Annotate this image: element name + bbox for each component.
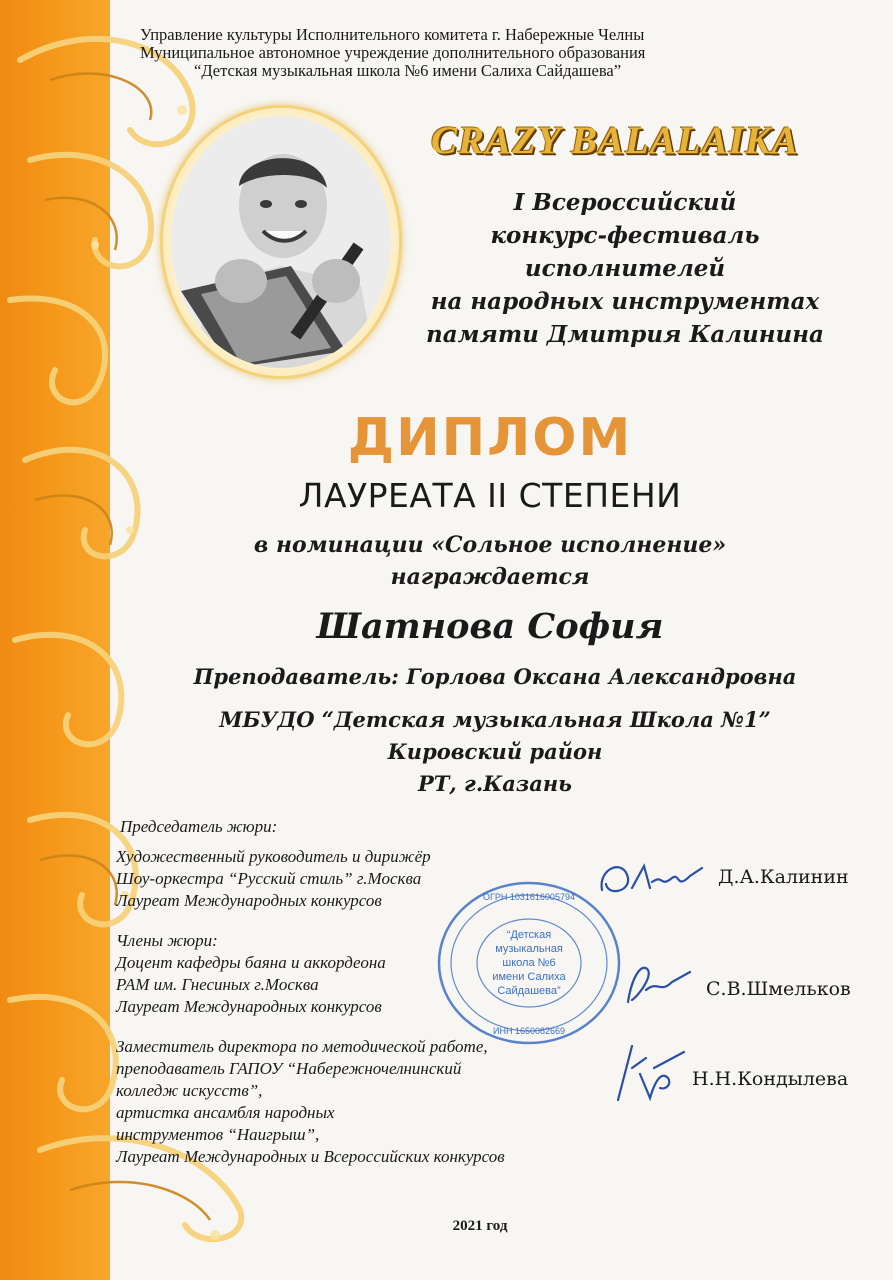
jury-desc-line: Лауреат Международных конкурсов xyxy=(116,891,382,910)
signature-member1 xyxy=(618,956,698,1012)
jury-desc-line: инструментов “Наигрыш”, xyxy=(116,1125,320,1144)
portrait-photo-frame xyxy=(163,108,399,376)
jury-member1-name: С.В.Шмельков xyxy=(706,978,851,1000)
awarded-line: награждается xyxy=(390,564,590,590)
stamp-center-line: школа №6 xyxy=(502,957,556,969)
jury-chair-name: Д.А.Калинин xyxy=(718,866,849,888)
jury-desc-line: преподаватель ГАПОУ “Набережночелнинский xyxy=(116,1059,462,1078)
header-line-3: “Детская музыкальная школа №6 имени Салиха Сайдашева” xyxy=(194,61,622,80)
jury-chair-description xyxy=(116,846,431,912)
school-line: Кировский район xyxy=(387,739,603,764)
jury-member2-name: Н.Н.Кондылева xyxy=(692,1068,849,1090)
jury-desc-line: РАМ им. Гнесиных г.Москва xyxy=(116,975,319,994)
teacher-line: Преподаватель: Горлова Оксана Александровна xyxy=(193,664,797,689)
school-line: РТ, г.Казань xyxy=(417,771,573,796)
signature-member2 xyxy=(610,1038,690,1108)
jury-desc-line: Лауреат Международных конкурсов xyxy=(116,997,382,1016)
school-line: МБУДО “Детская музыкальная Школа №1” xyxy=(219,707,771,732)
jury-desc-line: Заместитель директора по методической работе, xyxy=(116,1037,488,1056)
issuer-header xyxy=(140,26,800,80)
contest-title-line: на народных инструментах xyxy=(430,288,820,315)
header-line-1: Управление культуры Исполнительного комитета г. Набережные Челны xyxy=(140,25,645,44)
stamp-center-line: имени Салиха xyxy=(492,971,566,983)
jury-desc-line: Лауреат Международных и Всероссийских конкурсов xyxy=(116,1147,505,1166)
jury-desc-line: Доцент кафедры баяна и аккордеона xyxy=(116,953,386,972)
diploma-title: ДИПЛОМ xyxy=(347,408,633,468)
jury-member2-description xyxy=(116,1036,505,1168)
jury-desc-line: Художественный руководитель и дирижёр xyxy=(116,847,431,866)
school-info xyxy=(130,704,860,800)
jury-members-label: Члены жюри: xyxy=(116,931,218,950)
laureate-degree: ЛАУРЕАТА II СТЕПЕНИ xyxy=(298,476,682,515)
stamp-center-line: “Детская xyxy=(506,929,552,941)
signature-chair xyxy=(594,848,714,908)
jury-chair-label: Председатель жюри: xyxy=(120,817,278,836)
stamp-center-line: музыкальная xyxy=(495,943,563,955)
portrait-photo xyxy=(171,116,391,368)
nomination-line: в номинации «Сольное исполнение» xyxy=(253,532,727,558)
contest-title-line: исполнителей xyxy=(524,255,726,282)
contest-title-line: I Всероссийский xyxy=(513,189,737,216)
header-line-2: Муниципальное автономное учреждение дополнительного образования xyxy=(140,43,646,62)
man-with-balalaika-icon xyxy=(171,116,391,368)
laureate-name: Шатнова София xyxy=(316,606,664,647)
contest-title-line: конкурс-фестиваль xyxy=(490,222,760,249)
stamp-center-line: Сайдашева” xyxy=(497,985,561,997)
jury-desc-line: артистка ансамбля народных xyxy=(116,1103,335,1122)
event-logo: CRAZY BALALAIKA xyxy=(431,119,799,162)
jury-desc-line: колледж искусств”, xyxy=(116,1081,263,1100)
jury-desc-line: Шоу-оркестра “Русский стиль” г.Москва xyxy=(116,869,422,888)
jury-member1-description xyxy=(116,952,386,1018)
contest-title-line: памяти Дмитрия Калинина xyxy=(426,321,824,348)
stamp-ogrn: ОГРН 1031616005794 xyxy=(483,892,575,902)
year-label: 2021 год xyxy=(452,1218,508,1234)
stamp-inn: ИНН 1650082669 xyxy=(492,1026,566,1036)
contest-title xyxy=(410,186,840,351)
